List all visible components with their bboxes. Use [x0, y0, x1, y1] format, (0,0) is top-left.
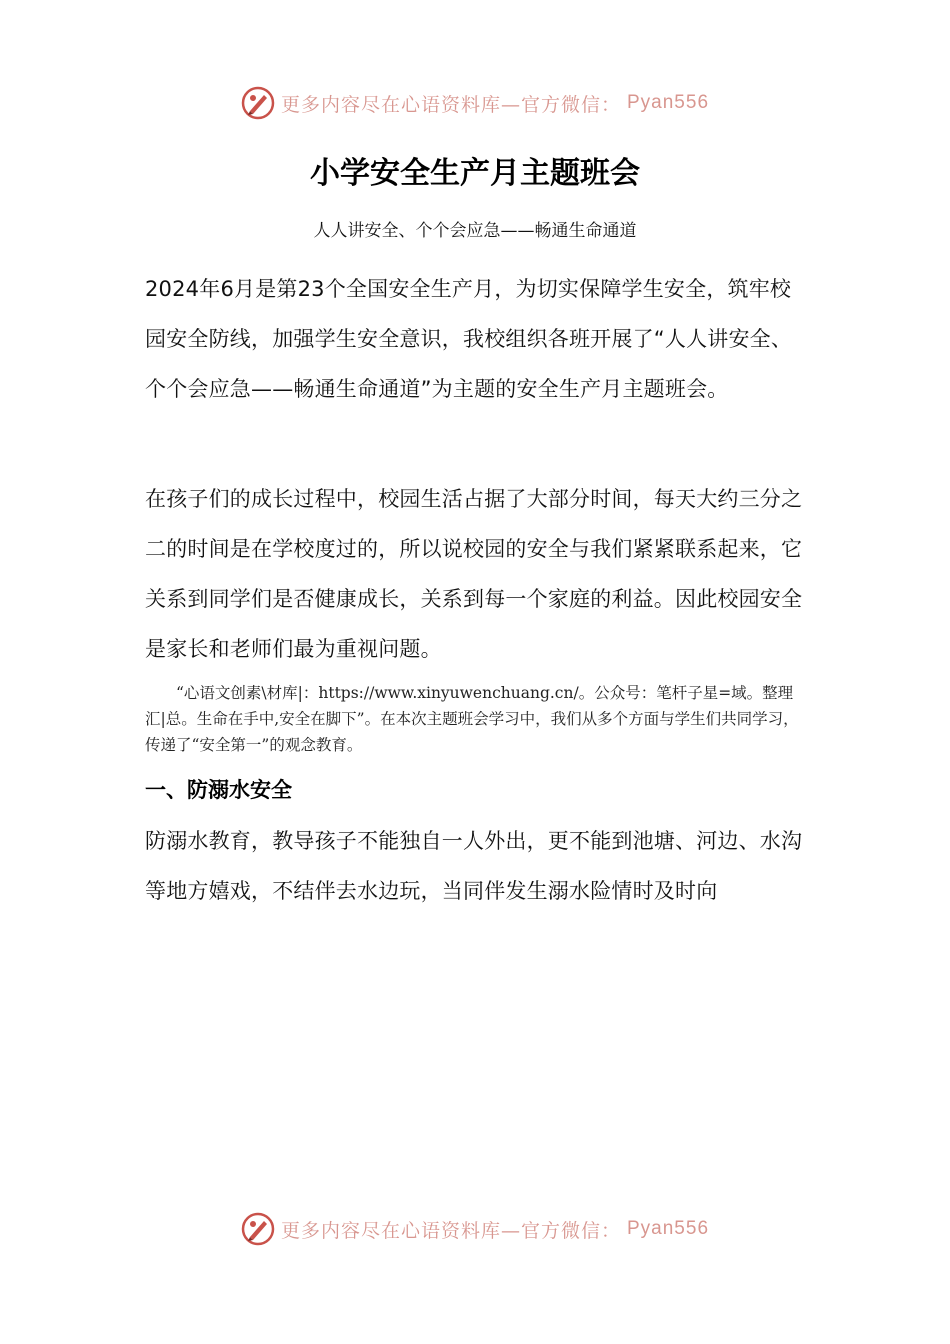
paragraph-note: “心语文创素\材库|：https://www.xinyuwenchuang.cn/。公众号：笔杆子星=域。整理汇|总。生命在手中,安全在脚下”。在本次主题班会学习中，我们从多个方面与学生们共同学习，传递了“安全第一”的观念教育。 — [145, 684, 799, 754]
header-watermark — [0, 86, 950, 120]
paragraph-intro: 2024年6月是第23个全国安全生产月，为切实保障学生安全，筑牢校园安全防线，加强学生安全意识，我校组织各班开展了“人人讲安全、个个会应急——畅通生命通道”为主题的安全生产月主题班会。 — [145, 277, 793, 401]
paragraph-campus-safety: 在孩子们的成长过程中，校园生活占据了大部分时间，每天大约三分之二的时间是在学校度过的，所以说校园的安全与我们紧紧联系起来，它关系到同学们是否健康成长，关系到每一个家庭的利益。因此校园安全是家长和老师们最为重视问题。 — [145, 487, 803, 661]
pen-logo-icon — [241, 86, 275, 120]
watermark-text: 更多内容尽在心语资料库—官方微信： — [280, 93, 621, 116]
document-subtitle: 人人讲安全、个个会应急——畅通生命通道 — [313, 221, 637, 241]
footer-watermark — [0, 1212, 950, 1246]
pen-logo-icon — [241, 1212, 275, 1246]
paragraph-drowning: 防溺水教育，教导孩子不能独自一人外出，更不能到池塘、河边、水沟等地方嬉戏，不结伴去水边玩，当同伴发生溺水险情时及时向 — [145, 829, 803, 903]
watermark-text: 更多内容尽在心语资料库—官方微信： — [280, 1219, 621, 1242]
watermark-id: Pyan556 — [627, 92, 710, 113]
watermark-id: Pyan556 — [627, 1218, 710, 1239]
section-heading-drowning: 一、防溺水安全 — [145, 778, 292, 802]
document-title: 小学安全生产月主题班会 — [310, 156, 640, 191]
